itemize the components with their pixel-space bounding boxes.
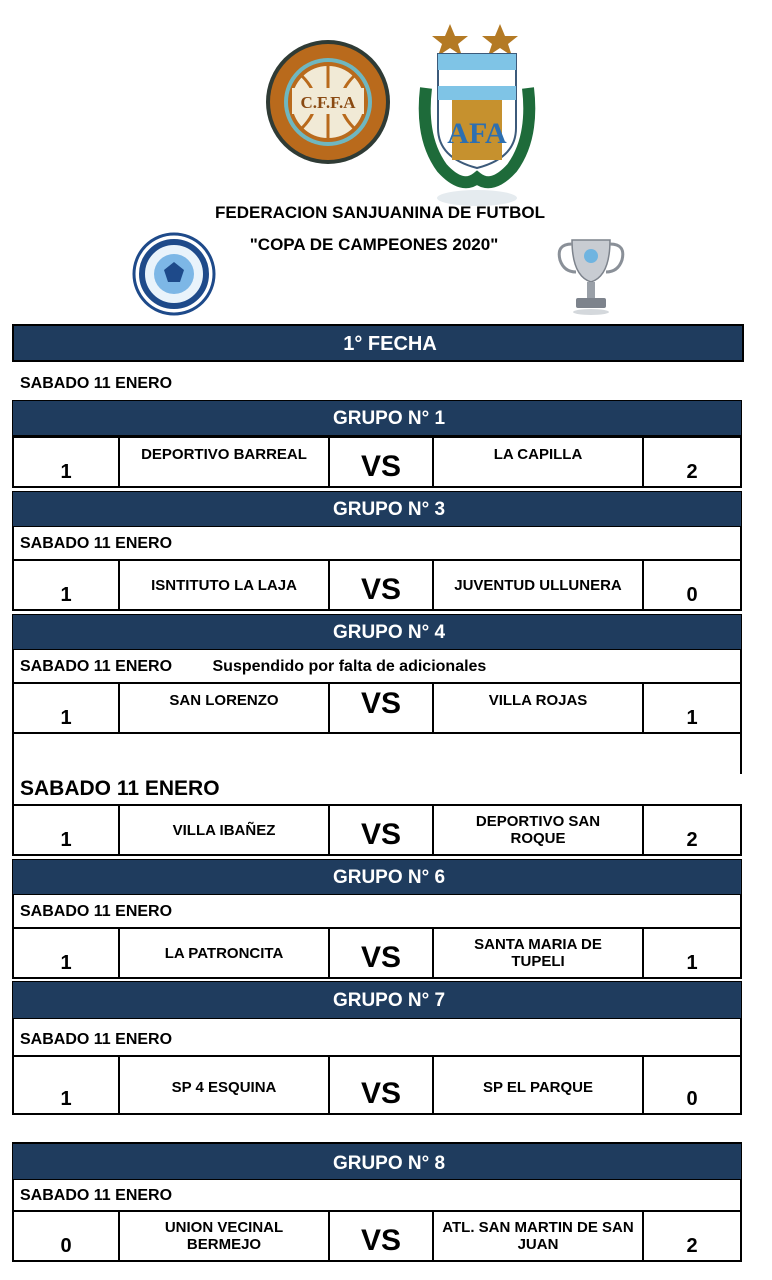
match-date: SABADO 11 ENERO bbox=[12, 895, 742, 927]
trophy-icon bbox=[552, 232, 630, 318]
versus-label: VS bbox=[330, 684, 434, 732]
away-team: DEPORTIVO SAN ROQUE bbox=[434, 806, 644, 854]
svg-text:AFA: AFA bbox=[447, 117, 507, 150]
versus-label: VS bbox=[330, 1057, 434, 1113]
match-row bbox=[12, 436, 742, 488]
home-team: VILLA IBAÑEZ bbox=[120, 806, 330, 854]
group-header-3: GRUPO N° 3 bbox=[12, 491, 742, 527]
cfa-logo bbox=[262, 36, 394, 168]
match-date: SABADO 11 ENERO bbox=[12, 372, 742, 396]
match-row bbox=[12, 804, 742, 856]
federation-title: FEDERACION SANJUANINA DE FUTBOL bbox=[215, 203, 545, 222]
home-team: SP 4 ESQUINA bbox=[120, 1057, 330, 1113]
home-score: 1 bbox=[14, 561, 120, 609]
away-team: SP EL PARQUE bbox=[434, 1057, 644, 1113]
match-row bbox=[12, 559, 742, 611]
versus-label: VS bbox=[330, 806, 434, 854]
match-row bbox=[12, 927, 742, 979]
away-team: LA CAPILLA bbox=[434, 438, 644, 486]
away-score: 1 bbox=[686, 952, 698, 974]
federation-logo bbox=[132, 232, 216, 316]
match-date-text: SABADO 11 ENERO bbox=[20, 658, 173, 675]
match-date: SABADO 11 ENERO bbox=[14, 774, 744, 804]
suspension-note: Suspendido por falta de adicionales bbox=[212, 658, 487, 675]
group-header-4: GRUPO N° 4 bbox=[12, 614, 742, 650]
match-date: SABADO 11 ENERO bbox=[12, 527, 742, 559]
match-date: SABADO 11 ENERO bbox=[12, 1019, 742, 1055]
away-team: SANTA MARIA DE TUPELI bbox=[434, 929, 644, 977]
away-score: 2 bbox=[686, 829, 698, 851]
home-score: 1 bbox=[14, 806, 120, 854]
home-team: DEPORTIVO BARREAL bbox=[120, 438, 330, 486]
match-date: SABADO 11 ENERO bbox=[12, 1180, 742, 1210]
versus-label: VS bbox=[330, 438, 434, 486]
home-team: SAN LORENZO bbox=[120, 684, 330, 732]
svg-text:C.F.F.A: C.F.F.A bbox=[300, 93, 356, 112]
away-team: ATL. SAN MARTIN DE SAN JUAN bbox=[434, 1212, 644, 1260]
versus-label: VS bbox=[330, 929, 434, 977]
versus-label: VS bbox=[330, 561, 434, 609]
away-score: 2 bbox=[686, 1235, 698, 1257]
home-score: 1 bbox=[14, 684, 120, 732]
group-header-6: GRUPO N° 6 bbox=[12, 859, 742, 895]
home-score: 1 bbox=[14, 1057, 120, 1113]
away-team: VILLA ROJAS bbox=[434, 684, 644, 732]
afa-logo bbox=[412, 18, 542, 208]
match-row bbox=[12, 682, 742, 734]
home-team: UNION VECINAL BERMEJO bbox=[120, 1212, 330, 1260]
versus-label: VS bbox=[330, 1212, 434, 1260]
match-row bbox=[12, 1210, 742, 1262]
group-header-8: GRUPO N° 8 bbox=[12, 1142, 742, 1180]
home-score: 1 bbox=[14, 929, 120, 977]
away-team: JUVENTUD ULLUNERA bbox=[434, 561, 644, 609]
group-header-7: GRUPO N° 7 bbox=[12, 981, 742, 1019]
away-score: 0 bbox=[686, 584, 698, 606]
match-date bbox=[12, 650, 742, 682]
away-score: 2 bbox=[686, 461, 698, 483]
round-header: 1° FECHA bbox=[12, 324, 744, 362]
home-team: ISNTITUTO LA LAJA bbox=[120, 561, 330, 609]
cup-title: "COPA DE CAMPEONES 2020" bbox=[249, 235, 499, 254]
home-score: 0 bbox=[14, 1212, 120, 1260]
away-score: 1 bbox=[686, 707, 698, 729]
away-score: 0 bbox=[686, 1088, 698, 1110]
group-header-1: GRUPO N° 1 bbox=[12, 400, 742, 436]
home-team: LA PATRONCITA bbox=[120, 929, 330, 977]
match-row bbox=[12, 1055, 742, 1115]
home-score: 1 bbox=[14, 438, 120, 486]
